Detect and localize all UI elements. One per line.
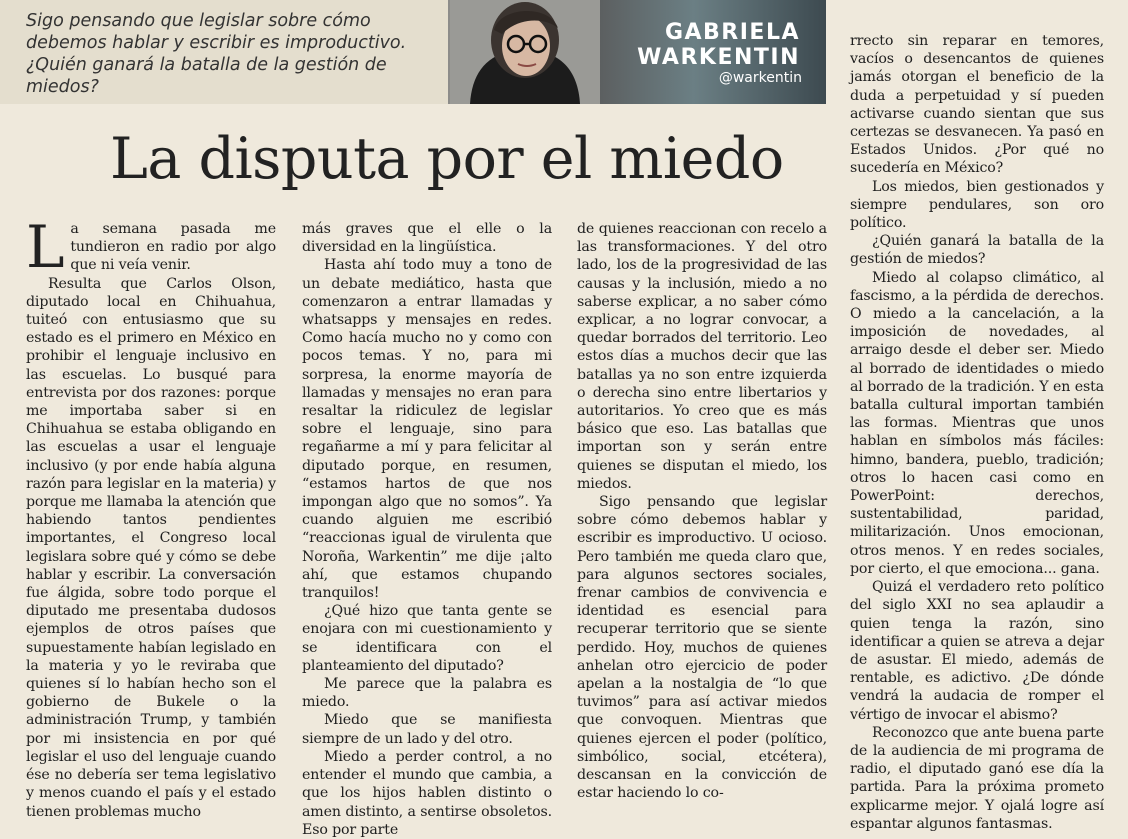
- paragraph: Hasta ahí todo muy a tono de un debate mediático, hasta que comenzaron a entrar llamadas y whatsapps y mensajes en redes. Como hacía mucho no y como con pocos temas. Y no, para mi sorpresa, la enorme mayoría de llamadas y mensajes no eran para resaltar la ridiculez de legislar sobre el lenguaje, sino para regañarme a mí y para felicitar al diputado porque, en resumen, “estamos hartos de que nos impongan algo que no somos”. Ya cuando alguien me escribió “reaccionas igual de virulenta que Noroña, Warkentin” me dije ¡alto ahí, que estamos chupando tranquilos!: [302, 257, 552, 602]
- paragraph: Miedo al colapso climático, al fascismo, a la pérdida de derechos. O miedo a la cancelación, a la imposición de novedades, al arraigo desde el deber ser. Miedo al borrado de identidades o miedo al borrado de la tradición. Y en esta batalla cultural importan también las formas. Mientras que unos hablan en símbolos más fáciles: himno, bandera, pueblo, tradición; otros lo hacen casi como en PowerPoint: derechos, sustentabilidad, paridad, militarización. Unos emocionan, otros menos. Y en redes sociales, por cierto, el que emociona... gana.: [850, 269, 1104, 577]
- paragraph: Reconozco que ante buena parte de la audiencia de mi programa de radio, el diputado ganó ese día la partida. Para la próxima prometo explicarme mejor. Y ojalá logre así espantar algunos fantasmas.: [850, 724, 1104, 832]
- paragraph: Sigo pensando que legislar sobre cómo debemos hablar y escribir es improductivo. U ocioso. Pero también me queda claro que, para algunos sectores sociales, frenar cambios de convivencia e identidad es esencial para recuperar territorio que se siente perdido. Hoy, muchos de quienes anhelan otro ejercicio de poder apelan a la nostalgia de “lo que tuvimos” para así activar miedos que convoquen. Mientras que quienes ejercen el poder (político, simbólico, social, etcétera), descansan en la convicción de estar haciendo lo co-: [577, 494, 827, 802]
- article-column-1: [26, 213, 276, 821]
- paragraph: Quizá el verdadero reto político del siglo XXI no sea aplaudir a quien tenga la razón, sino identificar a quien se atreva a dejar de asustar. El miedo, además de rentable, es adictivo. ¿De dónde vendrá la audacia de romper el vértigo de invocar el abismo?: [850, 579, 1104, 723]
- paragraph: Miedo que se manifiesta siempre de un lado y del otro.: [302, 712, 552, 747]
- headline: La disputa por el miedo: [110, 126, 784, 192]
- drop-cap: L: [26, 213, 65, 281]
- paragraph: ¿Quién ganará la batalla de la gestión de miedos?: [850, 233, 1104, 268]
- paragraph: ¿Qué hizo que tanta gente se enojara con mi cuestionamiento y se identificara con el planteamiento del diputado?: [302, 603, 552, 674]
- article-column-4: [850, 32, 1104, 833]
- paragraph: [26, 213, 276, 281]
- article-column-3: [577, 220, 827, 803]
- author-handle: @warkentin: [718, 70, 802, 86]
- author-name: GABRIELA WARKENTIN: [637, 20, 800, 70]
- paragraph: Resulta que Carlos Olson, diputado local en Chihuahua, tuiteó con entusiasmo que su estado es el primero en México en prohibir el lenguaje inclusivo en las escuelas. Lo busqué para entrevista por dos razones: porque me importaba saber si en Chihuahua se estaba obligando en las escuelas a usar el lenguaje inclusivo (y por ende había alguna razón para legislar en la materia) y porque me llamaba la atención que habiendo tantos pendientes importantes, el Congreso local legislara sobre qué y cómo se debe hablar y escribir. La conversación fue álgida, sobre todo porque el diputado me presentaba dudosos ejemplos de otros países que supuestamente habían legislado en la materia y yo le reviraba que quienes sí lo habían hecho son el gobierno de Bukele o la administración Trump, y también por mi insistencia en por qué legislar el uso del lenguaje cuando ése no debería ser tema legislativo y menos cuando el país y el estado tienen problemas mucho: [26, 275, 276, 820]
- paragraph: Me parece que la palabra es miedo.: [302, 676, 552, 711]
- article-column-2: [302, 220, 552, 839]
- paragraph: Los miedos, bien gestionados y siempre pendulares, son oro político.: [850, 178, 1104, 232]
- author-portrait-icon: [450, 0, 600, 104]
- teaser-box: [0, 0, 449, 104]
- paragraph: rrecto sin reparar en temores, vacíos o desencantos de quienes jamás otorgan el beneficio de la duda a perpetuidad y sí pueden activarse cuando sientan que sus certezas se desvanecen. Ya pasó en Estados Unidos. ¿Por qué no sucedería en México?: [850, 33, 1104, 177]
- paragraph: de quienes reaccionan con recelo a las transformaciones. Y del otro lado, los de la progresividad de las causas y la inclusión, miedo a no saberse explicar, a no saber cómo explicar, a no lograr convocar, a quedar borrados del territorio. Leo estos días a muchos decir que las batallas ya no son entre izquierda o derecha sino entre libertarios y autoritarios. Yo creo que es más básico que eso. Las batallas que importan son y serán entre quienes se disputan el miedo, los miedos.: [577, 221, 827, 492]
- paragraph: Miedo a perder control, a no entender el mundo que cambia, a que los hijos hablen distinto o amen distinto, a sentirse obsoletos. Eso por parte: [302, 748, 552, 838]
- paragraph: más graves que el elle o la diversidad en la lingüística.: [302, 221, 552, 256]
- teaser-text: Sigo pensando que legislar sobre cómo debemos hablar y escribir es improductivo. ¿Quién ganará la batalla de la gestión de miedos?: [26, 11, 407, 97]
- author-banner: [448, 0, 826, 104]
- paragraph-text: a semana pasada me tundieron en radio por algo que ni veía venir.: [70, 221, 276, 274]
